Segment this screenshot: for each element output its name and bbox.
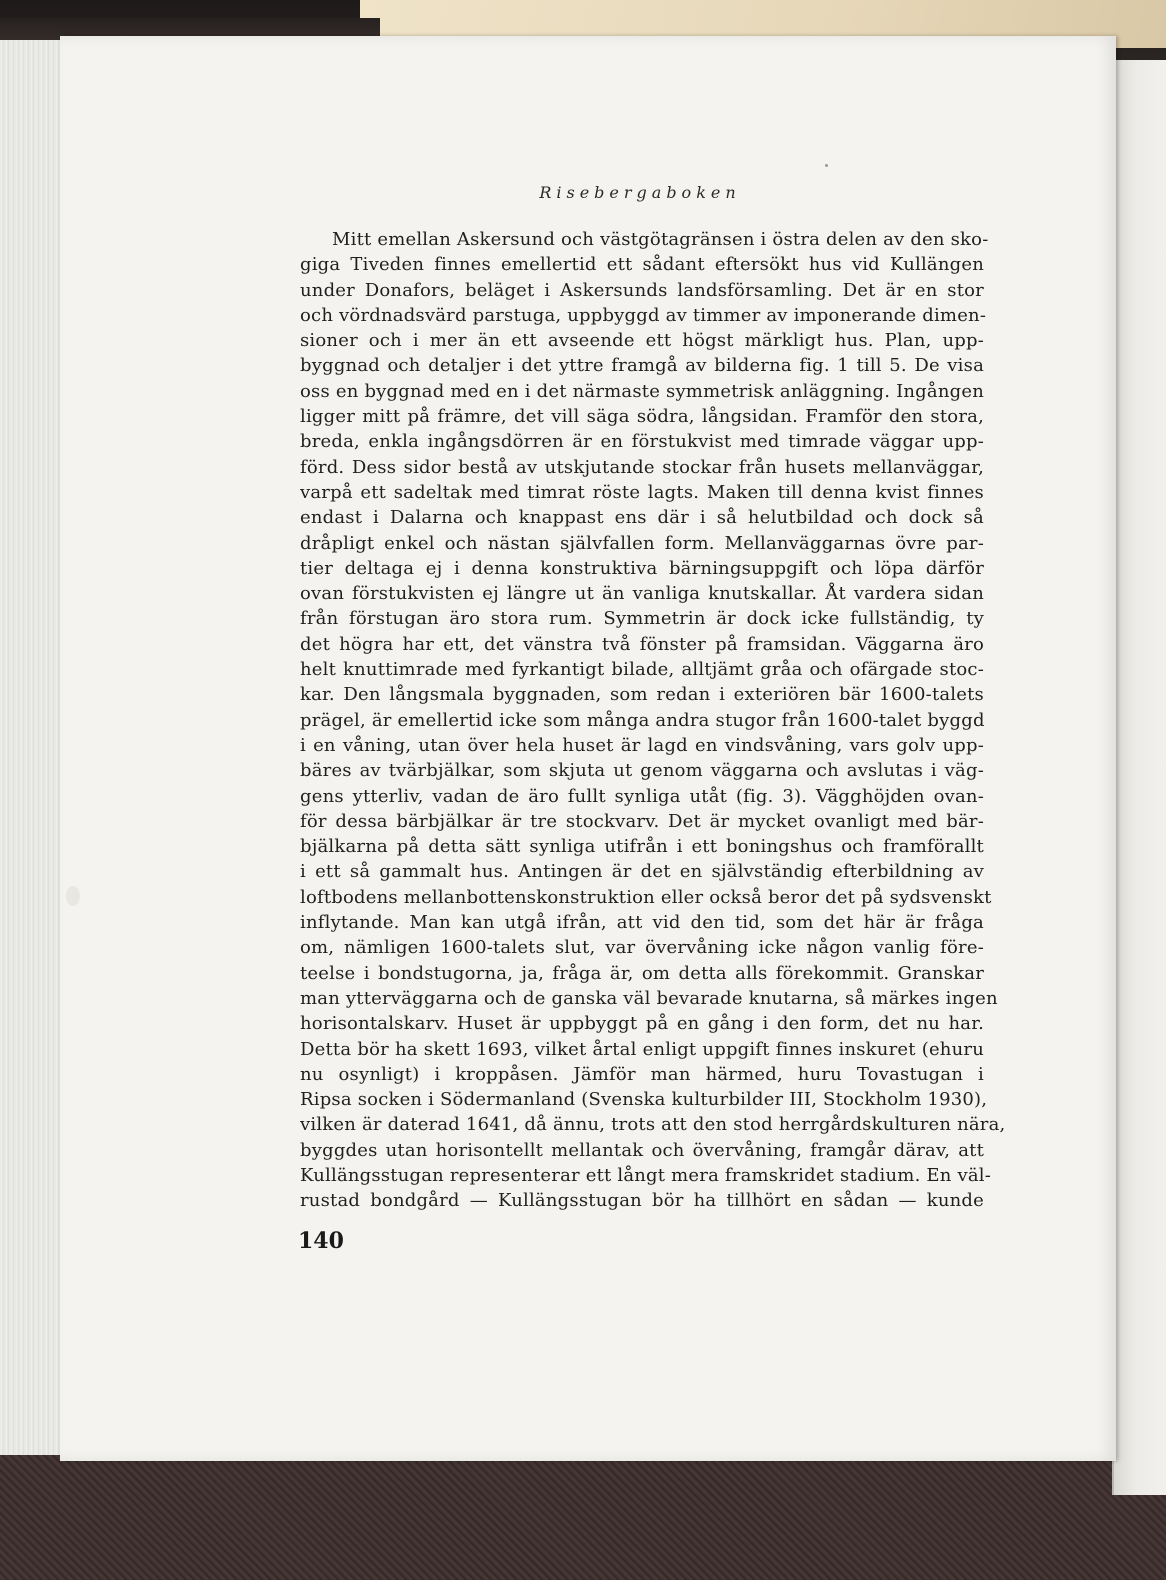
text-line: breda, enkla ingångsdörren är en förstukvist med timrade väggar upp- [300,431,984,453]
paper-speck [825,164,828,167]
text-line: giga Tiveden finnes emellertid ett sådant eftersökt hus vid Kullängen [300,254,984,276]
text-line: teelse i bondstugorna, ja, fråga är, om detta alls förekommit. Granskar [300,962,984,984]
text-line: ligger mitt på främre, det vill säga södra, långsidan. Framför den stora, [300,406,984,428]
text-line: dråpligt enkel och nästan självfallen form. Mellanväggarnas övre par- [300,532,984,554]
text-line: Kullängsstugan representerar ett långt mera framskridet stadium. En väl- [300,1164,991,1186]
text-line: prägel, är emellertid icke som många andra stugor från 1600-talet byggd [300,709,985,731]
text-line: i ett så gammalt hus. Antingen är det en självständig efterbildning av [300,861,984,883]
text-line: tier deltaga ej i denna konstruktiva bärningsuppgift och löpa därför [300,557,984,579]
text-line: under Donafors, beläget i Askersunds landsförsamling. Det är en stor [300,279,984,301]
page-number: 140 [298,1228,344,1254]
text-line: Detta bör ha skett 1693, vilket årtal enligt uppgift finnes inskuret (ehuru [300,1038,984,1060]
text-line: om, nämligen 1600-talets slut, var övervåning icke någon vanlig före- [300,937,984,959]
text-line: det högra har ett, det vänstra två fönster på framsidan. Väggarna äro [300,633,984,655]
text-line: byggdes utan horisontellt mellantak och övervåning, framgår därav, att [300,1139,984,1161]
text-line: förd. Dess sidor bestå av utskjutande stockar från husets mellanväggar, [300,456,984,478]
facing-page-edge [1112,60,1166,1495]
text-line: sioner och i mer än ett avseende ett högst märkligt hus. Plan, upp- [300,330,984,352]
text-line: byggnad och detaljer i det yttre framgå av bilderna fig. 1 till 5. De visa [300,355,984,377]
text-line: helt knuttimrade med fyrkantigt bilade, alltjämt gråa och ofärgade stoc- [300,659,984,681]
text-line: inflytande. Man kan utgå ifrån, att vid den tid, som det här är fråga [300,912,984,934]
text-line: oss en byggnad med en i det närmaste symmetrisk anläggning. Ingången [300,380,984,402]
text-line: vilken är daterad 1641, då ännu, trots att den stod herrgårdskulturen nära, [300,1114,1006,1136]
text-line: och vördnadsvärd parstuga, uppbyggd av timmer av imponerande dimen- [300,304,987,326]
text-line: ovan förstukvisten ej längre ut än vanliga knutskallar. Åt vardera sidan [300,583,984,605]
text-line: nu osynligt) i kroppåsen. Jämför man härmed, huru Tovastugan i [300,1063,984,1085]
text-line: i en våning, utan över hela huset är lagd en vindsvåning, vars golv upp- [300,734,984,756]
text-line: kar. Den långsmala byggnaden, som redan i exteriören bär 1600-talets [300,684,984,706]
text-line: för dessa bärbjälkar är tre stockvarv. Det är mycket ovanligt med bär- [300,810,984,832]
text-line: från förstugan äro stora rum. Symmetrin är dock icke fullständig, ty [300,608,984,630]
text-line: rustad bondgård — Kullängsstugan bör ha tillhört en sådan — kunde [300,1190,984,1212]
body-paragraph [300,227,1006,1214]
paper-blemish [66,886,80,906]
text-line: gens ytterliv, vadan de äro fullt synliga utåt (fig. 3). Vägghöjden ovan- [300,785,984,807]
text-line: man ytterväggarna och de ganska väl bevarade knutarna, så märkes ingen [300,987,998,1009]
text-line: horisontalskarv. Huset är uppbyggt på en gång i den form, det nu har. [300,1013,984,1035]
text-line: Ripsa socken i Södermanland (Svenska kulturbilder III, Stockholm 1930), [300,1089,988,1111]
text-line: Mitt emellan Askersund och västgötagränsen i östra delen av den sko- [332,229,989,250]
text-line: bjälkarna på detta sätt synliga utifrån i ett boningshus och framförallt [300,836,984,858]
text-line: bäres av tvärbjälkar, som skjuta ut genom väggarna och avslutas i väg- [300,760,984,782]
text-line: loftbodens mellanbottenskonstruktion eller också beror det på sydsvenskt [300,886,992,908]
text-line: endast i Dalarna och knappast ens där i så helutbildad och dock så [300,507,984,529]
running-head: Risebergaboken [539,183,741,202]
cloth-background [0,1455,1166,1580]
text-line: varpå ett sadeltak med timrat röste lagts. Maken till denna kvist finnes [300,481,984,503]
